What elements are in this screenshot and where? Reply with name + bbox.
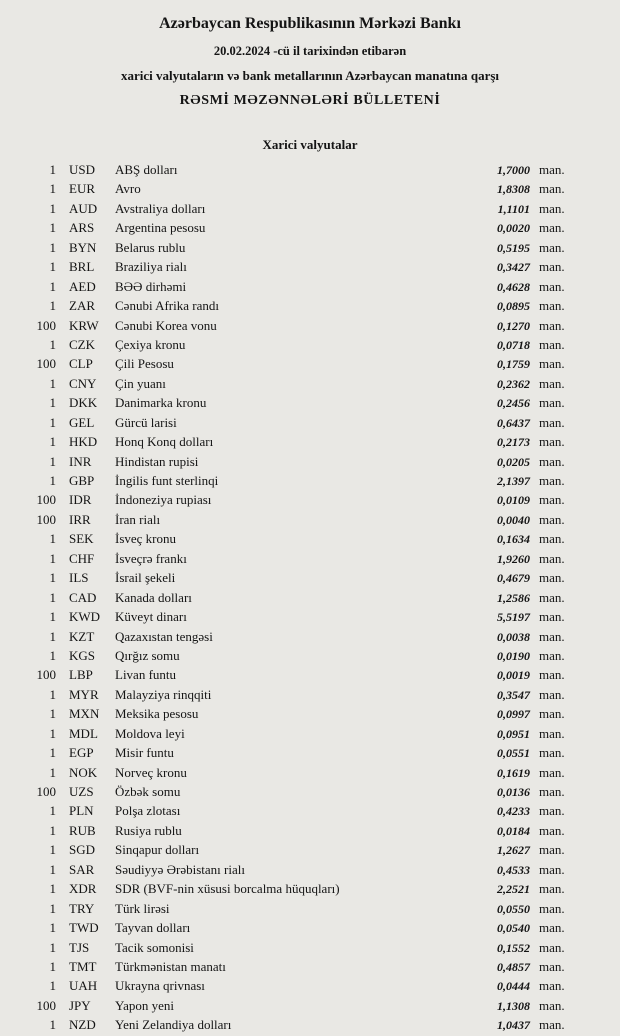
- code-cell: HKD: [69, 434, 98, 450]
- rate-cell: 0,0718: [497, 337, 530, 352]
- table-row: [26, 724, 574, 743]
- code-cell: AUD: [69, 200, 98, 216]
- rate-cell: 0,0038: [497, 629, 530, 644]
- name-cell: Sinqapur dolları: [115, 842, 200, 858]
- rate-cell: 2,1397: [497, 474, 530, 488]
- rate-cell: 0,0184: [497, 823, 530, 838]
- code-cell: EGP: [69, 745, 94, 761]
- name-cell: ABŞ dolları: [115, 162, 178, 177]
- qty-cell: 1: [49, 473, 56, 488]
- unit-cell: man.: [539, 375, 565, 391]
- unit-cell: man.: [539, 492, 565, 508]
- unit-cell: man.: [539, 764, 565, 780]
- code-cell: ZAR: [69, 298, 95, 314]
- name-cell: Rusiya rublu: [115, 822, 182, 838]
- table-row: [26, 801, 574, 820]
- qty-cell: 100: [36, 667, 56, 683]
- qty-cell: 1: [49, 745, 56, 761]
- unit-cell: man.: [539, 220, 565, 236]
- rate-cell: 1,9260: [497, 551, 530, 566]
- code-cell: TWD: [69, 920, 99, 936]
- table-row: [26, 199, 574, 218]
- rate-cell: 0,0540: [497, 921, 530, 936]
- name-cell: Hindistan rupisi: [115, 453, 199, 469]
- qty-cell: 1: [49, 686, 56, 702]
- code-cell: ARS: [69, 220, 95, 236]
- unit-cell: man.: [539, 803, 565, 819]
- name-cell: Meksika pesosu: [115, 706, 199, 722]
- table-row: [26, 452, 574, 471]
- name-cell: Küveyt dinarı: [115, 609, 187, 625]
- rate-cell: 0,3427: [497, 260, 530, 275]
- table-row: [26, 393, 574, 412]
- rate-cell: 0,0205: [497, 454, 530, 469]
- code-cell: RUB: [69, 822, 96, 838]
- qty-cell: 1: [49, 725, 56, 741]
- qty-cell: 1: [49, 298, 56, 314]
- rate-cell: 1,0437: [497, 1018, 530, 1033]
- name-cell: Argentina pesosu: [115, 220, 206, 236]
- rate-cell: 0,0136: [497, 785, 530, 799]
- qty-cell: 1: [49, 414, 56, 430]
- name-cell: Qırğız somu: [115, 647, 180, 663]
- table-row: [26, 918, 574, 937]
- qty-cell: 1: [49, 900, 56, 916]
- rate-cell: 1,7000: [497, 163, 530, 177]
- rate-cell: 0,4628: [497, 279, 530, 294]
- unit-cell: man.: [539, 609, 565, 625]
- bulletin-title: RƏSMİ MƏZƏNNƏLƏRİ BÜLLETENİ: [179, 93, 441, 108]
- code-cell: CNY: [69, 375, 97, 391]
- rate-cell: 0,4233: [497, 804, 530, 819]
- unit-cell: man.: [539, 881, 565, 897]
- code-cell: IDR: [69, 492, 92, 508]
- unit-cell: man.: [539, 628, 565, 644]
- table-row: [26, 938, 574, 957]
- name-cell: Livan funtu: [115, 667, 177, 683]
- code-cell: CAD: [69, 589, 97, 605]
- rate-cell: 0,1552: [497, 940, 530, 955]
- qty-cell: 1: [49, 842, 56, 858]
- code-cell: NOK: [69, 764, 98, 780]
- name-cell: İngilis funt sterlinqi: [115, 473, 219, 488]
- table-row: [26, 179, 574, 198]
- qty-cell: 1: [49, 570, 56, 586]
- qty-cell: 1: [49, 822, 56, 838]
- unit-cell: man.: [539, 978, 565, 994]
- table-row: [26, 238, 574, 257]
- table-row: [26, 471, 574, 490]
- table-row: [26, 218, 574, 237]
- qty-cell: 1: [49, 181, 56, 197]
- name-cell: Belarus rublu: [115, 239, 186, 255]
- qty-cell: 1: [49, 531, 56, 547]
- code-cell: BYN: [69, 239, 97, 255]
- rate-cell: 0,0040: [497, 512, 530, 527]
- unit-cell: man.: [539, 784, 565, 799]
- unit-cell: man.: [539, 473, 565, 488]
- table-row: [26, 996, 574, 1015]
- code-cell: UAH: [69, 978, 98, 994]
- qty-cell: 1: [49, 609, 56, 625]
- rate-cell: 0,0190: [497, 648, 530, 663]
- unit-cell: man.: [539, 434, 565, 450]
- rate-cell: 1,2627: [497, 843, 530, 858]
- table-row: [26, 763, 574, 782]
- unit-cell: man.: [539, 939, 565, 955]
- unit-cell: man.: [539, 336, 565, 352]
- table-row: [26, 665, 574, 684]
- unit-cell: man.: [539, 725, 565, 741]
- code-cell: TRY: [69, 900, 95, 916]
- name-cell: Səudiyyə Ərəbistanı rialı: [115, 861, 245, 877]
- section-title-foreign-currencies: Xarici valyutalar: [262, 137, 358, 152]
- rate-cell: 0,5195: [497, 240, 530, 255]
- name-cell: Türk lirəsi: [115, 900, 170, 916]
- table-row: [26, 976, 574, 995]
- code-cell: MYR: [69, 686, 99, 702]
- table-row: [26, 316, 574, 335]
- rate-cell: 0,0444: [497, 979, 530, 994]
- unit-cell: man.: [539, 239, 565, 255]
- name-cell: Gürcü larisi: [115, 414, 177, 430]
- rate-cell: 1,1308: [497, 998, 530, 1013]
- code-cell: TMT: [69, 958, 97, 974]
- name-cell: Braziliya rialı: [115, 259, 187, 275]
- name-cell: Yapon yeni: [115, 997, 174, 1013]
- qty-cell: 1: [49, 920, 56, 936]
- code-cell: AED: [69, 278, 96, 294]
- unit-cell: man.: [539, 686, 565, 702]
- name-cell: Tayvan dolları: [115, 920, 191, 936]
- name-cell: Danimarka kronu: [115, 395, 207, 411]
- name-cell: Avro: [115, 181, 141, 197]
- code-cell: PLN: [69, 803, 94, 819]
- table-row: [26, 1015, 574, 1034]
- name-cell: İran rialı: [115, 511, 161, 527]
- unit-cell: man.: [539, 162, 565, 177]
- qty-cell: 1: [49, 861, 56, 877]
- rate-cell: 0,1634: [497, 532, 530, 547]
- rate-cell: 0,0551: [497, 746, 530, 761]
- rate-cell: 1,1101: [497, 201, 530, 216]
- rate-cell: 2,2521: [497, 882, 530, 897]
- rate-cell: 0,0997: [497, 707, 530, 722]
- unit-cell: man.: [539, 706, 565, 722]
- unit-cell: man.: [539, 920, 565, 936]
- rates-table: [26, 160, 574, 1035]
- code-cell: TJS: [69, 939, 90, 955]
- qty-cell: 100: [36, 511, 56, 527]
- qty-cell: 1: [49, 881, 56, 897]
- code-cell: BRL: [69, 259, 95, 275]
- unit-cell: man.: [539, 453, 565, 469]
- unit-cell: man.: [539, 550, 565, 566]
- name-cell: Honq Konq dolları: [115, 434, 214, 450]
- unit-cell: man.: [539, 997, 565, 1013]
- rate-cell: 0,2456: [497, 396, 530, 411]
- code-cell: CLP: [69, 356, 93, 372]
- unit-cell: man.: [539, 531, 565, 547]
- subtitle-line: xarici valyutaların və bank metallarının Azərbaycan manatına qarşı: [120, 68, 500, 83]
- rate-cell: 0,2362: [497, 376, 530, 391]
- table-row: [26, 374, 574, 393]
- rate-cell: 0,0109: [497, 493, 530, 508]
- table-row: [26, 510, 574, 529]
- name-cell: Malayziya rinqqiti: [115, 686, 212, 702]
- name-cell: Çexiya kronu: [115, 336, 186, 352]
- qty-cell: 100: [36, 997, 56, 1013]
- qty-cell: 1: [49, 375, 56, 391]
- qty-cell: 1: [49, 162, 56, 177]
- unit-cell: man.: [539, 511, 565, 527]
- unit-cell: man.: [539, 278, 565, 294]
- qty-cell: 1: [49, 939, 56, 955]
- qty-cell: 100: [36, 356, 56, 372]
- qty-cell: 100: [36, 492, 56, 508]
- code-cell: MDL: [69, 725, 98, 741]
- unit-cell: man.: [539, 667, 565, 683]
- rate-cell: 0,1759: [497, 357, 530, 372]
- code-cell: KZT: [69, 628, 95, 644]
- rate-cell: 0,1270: [497, 318, 530, 333]
- rate-cell: 0,3547: [497, 687, 530, 702]
- qty-cell: 1: [49, 200, 56, 216]
- qty-cell: 1: [49, 647, 56, 663]
- table-row: [26, 413, 574, 432]
- table-row: [26, 549, 574, 568]
- qty-cell: 1: [49, 803, 56, 819]
- rate-cell: 0,0020: [497, 221, 530, 236]
- unit-cell: man.: [539, 395, 565, 411]
- qty-cell: 1: [49, 278, 56, 294]
- rate-cell: 0,0895: [497, 299, 530, 314]
- code-cell: NZD: [69, 1017, 96, 1033]
- table-row: [26, 685, 574, 704]
- unit-cell: man.: [539, 647, 565, 663]
- name-cell: Qazaxıstan tengəsi: [115, 628, 213, 644]
- table-row: [26, 529, 574, 548]
- unit-cell: man.: [539, 822, 565, 838]
- qty-cell: 1: [49, 958, 56, 974]
- rate-cell: 0,4679: [497, 571, 530, 586]
- name-cell: İsrail şekeli: [115, 570, 176, 586]
- table-row: [26, 860, 574, 879]
- unit-cell: man.: [539, 1017, 565, 1033]
- code-cell: GEL: [69, 414, 95, 430]
- code-cell: LBP: [69, 667, 93, 683]
- rate-cell: 1,2586: [497, 590, 530, 605]
- unit-cell: man.: [539, 356, 565, 372]
- qty-cell: 1: [49, 550, 56, 566]
- name-cell: Kanada dolları: [115, 589, 192, 605]
- name-cell: Avstraliya dolları: [115, 200, 206, 216]
- code-cell: XDR: [69, 881, 97, 897]
- unit-cell: man.: [539, 181, 565, 197]
- name-cell: Ukrayna qrivnası: [115, 978, 205, 994]
- code-cell: IRR: [69, 511, 91, 527]
- rate-cell: 0,0550: [497, 901, 530, 916]
- qty-cell: 100: [36, 784, 56, 799]
- table-row: [26, 782, 574, 801]
- rate-cell: 0,4533: [497, 862, 530, 877]
- table-row: [26, 354, 574, 373]
- table-row: [26, 490, 574, 509]
- qty-cell: 1: [49, 764, 56, 780]
- qty-cell: 1: [49, 589, 56, 605]
- bank-name-title: Azərbaycan Respublikasının Mərkəzi Bankı: [159, 15, 461, 32]
- qty-cell: 1: [49, 1017, 56, 1033]
- name-cell: İndoneziya rupiası: [115, 492, 212, 508]
- name-cell: İsveç kronu: [115, 531, 177, 547]
- qty-cell: 1: [49, 220, 56, 236]
- code-cell: SGD: [69, 842, 96, 858]
- code-cell: DKK: [69, 395, 98, 411]
- qty-cell: 1: [49, 978, 56, 994]
- rate-cell: 5,5197: [497, 610, 530, 625]
- name-cell: Moldova leyi: [115, 725, 185, 741]
- name-cell: Yeni Zelandiya dolları: [115, 1017, 232, 1033]
- name-cell: Norveç kronu: [115, 764, 187, 780]
- name-cell: Misir funtu: [115, 745, 174, 761]
- name-cell: Cənubi Afrika randı: [115, 298, 219, 314]
- table-row: [26, 840, 574, 859]
- table-row: [26, 607, 574, 626]
- qty-cell: 1: [49, 706, 56, 722]
- code-cell: CZK: [69, 336, 95, 352]
- code-cell: EUR: [69, 181, 95, 197]
- code-cell: USD: [69, 162, 96, 177]
- qty-cell: 1: [49, 453, 56, 469]
- code-cell: INR: [69, 453, 92, 469]
- table-row: [26, 627, 574, 646]
- unit-cell: man.: [539, 842, 565, 858]
- code-cell: KGS: [69, 647, 96, 663]
- code-cell: GBP: [69, 473, 95, 488]
- code-cell: MXN: [69, 706, 100, 722]
- name-cell: Tacik somonisi: [115, 939, 194, 955]
- name-cell: İsveçrə frankı: [115, 550, 187, 566]
- unit-cell: man.: [539, 200, 565, 216]
- name-cell: Cənubi Korea vonu: [115, 317, 217, 333]
- code-cell: UZS: [69, 784, 94, 799]
- code-cell: CHF: [69, 550, 95, 566]
- table-row: [26, 160, 574, 179]
- unit-cell: man.: [539, 745, 565, 761]
- rate-cell: 0,4857: [497, 959, 530, 974]
- rate-cell: 0,2173: [497, 435, 530, 450]
- qty-cell: 1: [49, 628, 56, 644]
- name-cell: Türkmənistan manatı: [115, 958, 226, 974]
- qty-cell: 1: [49, 434, 56, 450]
- table-row: [26, 899, 574, 918]
- rate-cell: 0,1619: [497, 765, 530, 780]
- code-cell: SEK: [69, 531, 94, 547]
- unit-cell: man.: [539, 570, 565, 586]
- table-row: [26, 588, 574, 607]
- table-row: [26, 704, 574, 723]
- rate-cell: 1,8308: [497, 182, 530, 197]
- name-cell: Çili Pesosu: [115, 356, 174, 372]
- code-cell: ILS: [69, 570, 89, 586]
- table-row: [26, 277, 574, 296]
- name-cell: SDR (BVF-nin xüsusi borcalma hüquqları): [115, 881, 340, 897]
- qty-cell: 1: [49, 239, 56, 255]
- table-row: [26, 743, 574, 762]
- unit-cell: man.: [539, 900, 565, 916]
- name-cell: Çin yuanı: [115, 375, 166, 391]
- name-cell: Özbək somu: [115, 784, 181, 799]
- name-cell: BƏƏ dirhəmi: [115, 278, 187, 294]
- unit-cell: man.: [539, 414, 565, 430]
- qty-cell: 1: [49, 395, 56, 411]
- qty-cell: 100: [36, 317, 56, 333]
- code-cell: KWD: [69, 609, 101, 625]
- code-cell: SAR: [69, 861, 95, 877]
- rate-cell: 0,6437: [497, 415, 530, 430]
- table-row: [26, 821, 574, 840]
- unit-cell: man.: [539, 861, 565, 877]
- unit-cell: man.: [539, 317, 565, 333]
- table-row: [26, 335, 574, 354]
- qty-cell: 1: [49, 259, 56, 275]
- unit-cell: man.: [539, 589, 565, 605]
- rate-cell: 0,0951: [497, 726, 530, 741]
- table-row: [26, 296, 574, 315]
- unit-cell: man.: [539, 298, 565, 314]
- code-cell: JPY: [69, 997, 91, 1013]
- table-row: [26, 957, 574, 976]
- table-row: [26, 432, 574, 451]
- effective-date-line: 20.02.2024 -cü il tarixindən etibarən: [213, 44, 407, 58]
- table-row: [26, 257, 574, 276]
- qty-cell: 1: [49, 336, 56, 352]
- name-cell: Polşa zlotası: [115, 803, 181, 819]
- unit-cell: man.: [539, 958, 565, 974]
- table-row: [26, 879, 574, 898]
- unit-cell: man.: [539, 259, 565, 275]
- table-row: [26, 646, 574, 665]
- code-cell: KRW: [69, 317, 99, 333]
- table-row: [26, 568, 574, 587]
- rate-cell: 0,0019: [497, 668, 530, 683]
